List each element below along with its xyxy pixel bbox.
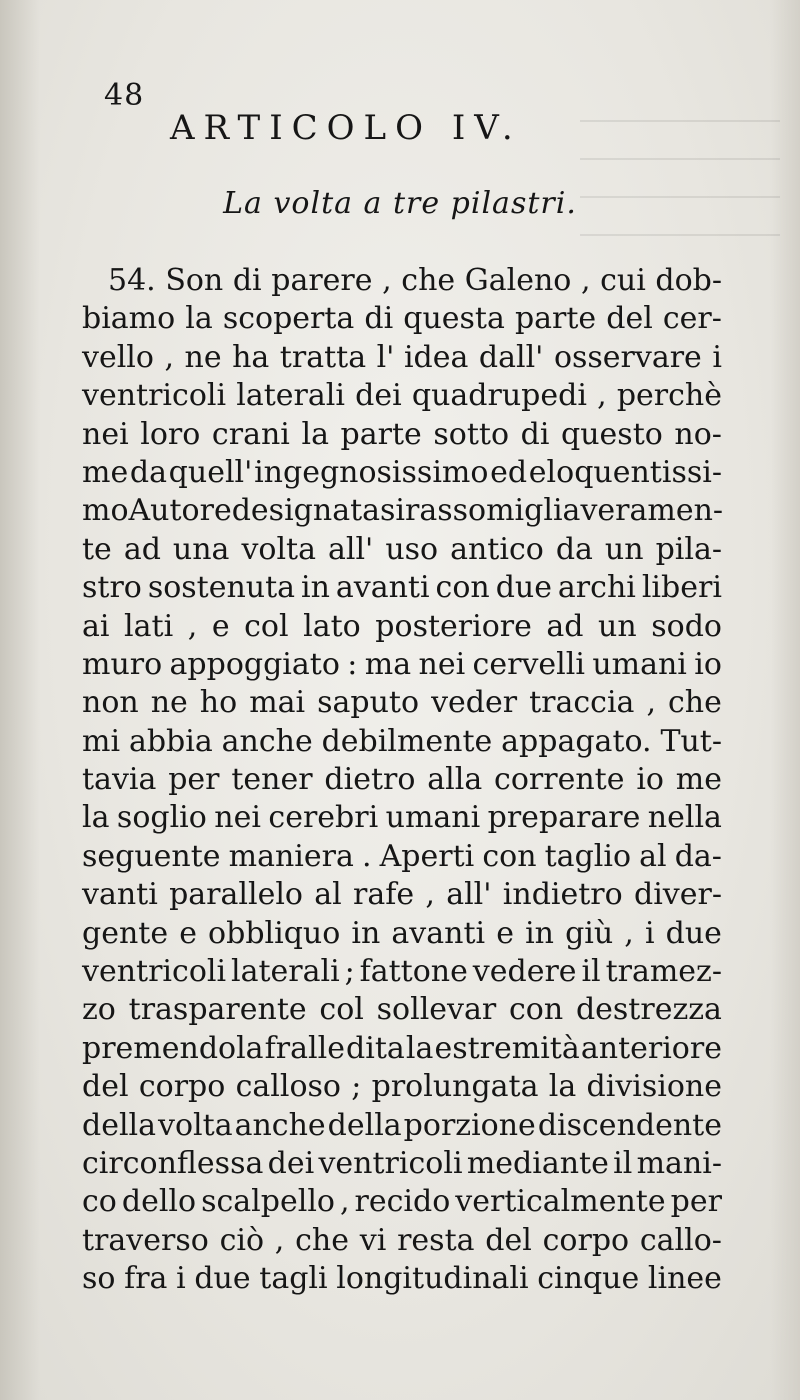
word: che bbox=[401, 263, 456, 298]
word: soglio bbox=[116, 800, 207, 836]
word: avanti bbox=[335, 570, 430, 606]
word: calloso bbox=[235, 1069, 341, 1105]
word: nei bbox=[214, 800, 261, 836]
word: la bbox=[185, 301, 213, 337]
word: prolungata bbox=[371, 1069, 539, 1105]
word: del bbox=[606, 301, 653, 337]
text-line bbox=[82, 262, 722, 300]
word: ma bbox=[364, 646, 412, 682]
word: tener bbox=[231, 762, 313, 798]
word: , bbox=[624, 915, 634, 951]
word: due bbox=[194, 1261, 251, 1297]
word: cer- bbox=[662, 301, 722, 337]
word: eloquentissi- bbox=[528, 454, 722, 490]
word: del bbox=[82, 1069, 129, 1105]
word: il bbox=[581, 954, 601, 990]
word: liberi bbox=[641, 570, 722, 606]
word: scoperta bbox=[222, 301, 355, 337]
word: i bbox=[712, 339, 722, 375]
word: dita bbox=[346, 1030, 405, 1066]
section-subtitle: La volta a tre pilastri. bbox=[223, 186, 577, 221]
word: che bbox=[668, 685, 722, 721]
word: e bbox=[496, 915, 514, 951]
word: mani- bbox=[636, 1145, 722, 1181]
word: la bbox=[405, 1030, 434, 1066]
word: ad bbox=[546, 608, 584, 644]
word: ventricoli bbox=[318, 1145, 463, 1181]
word: divisione bbox=[586, 1069, 722, 1105]
word: da- bbox=[674, 838, 722, 874]
word: la bbox=[301, 416, 329, 452]
word: Son bbox=[165, 263, 224, 298]
word: con bbox=[508, 992, 564, 1028]
word: dei bbox=[267, 1145, 315, 1181]
word: in bbox=[525, 915, 554, 951]
word: lato bbox=[303, 608, 361, 644]
word: tagli bbox=[259, 1261, 328, 1297]
word: ho bbox=[199, 685, 238, 721]
word: due bbox=[495, 570, 552, 606]
word: parte bbox=[514, 301, 597, 337]
word: lati bbox=[124, 608, 174, 644]
word: me bbox=[82, 454, 129, 490]
word: del bbox=[485, 1222, 532, 1258]
word: al bbox=[639, 838, 667, 874]
word: indietro bbox=[502, 877, 623, 913]
word: parallelo bbox=[169, 877, 303, 913]
text-line bbox=[82, 531, 722, 569]
word: no- bbox=[674, 416, 722, 452]
word: sostenuta bbox=[147, 570, 296, 606]
word: alla bbox=[427, 762, 483, 798]
word: mediante bbox=[466, 1145, 609, 1181]
word: traverso bbox=[82, 1222, 209, 1258]
word: e bbox=[179, 915, 197, 951]
word: appoggiato bbox=[169, 646, 340, 682]
body-text bbox=[82, 262, 722, 1299]
word: io bbox=[636, 762, 664, 798]
word: mi bbox=[82, 723, 121, 759]
word: in bbox=[301, 570, 330, 606]
text-line bbox=[82, 876, 722, 914]
word: crani bbox=[211, 416, 290, 452]
word: , bbox=[382, 263, 392, 298]
word: tramez- bbox=[605, 954, 722, 990]
word: della bbox=[82, 1107, 157, 1143]
word: un bbox=[604, 531, 644, 567]
word: osservare bbox=[553, 339, 702, 375]
word: quell' bbox=[168, 454, 253, 490]
text-line bbox=[82, 1145, 722, 1183]
word: ingegnosissimo bbox=[254, 454, 489, 490]
text-line bbox=[82, 569, 722, 607]
word: non bbox=[82, 685, 139, 721]
word: si bbox=[380, 493, 406, 529]
word: stro bbox=[82, 570, 142, 606]
word: maniera bbox=[228, 838, 354, 874]
word: col bbox=[244, 608, 289, 644]
word: mo bbox=[82, 493, 129, 529]
word: quadrupedi bbox=[411, 378, 587, 414]
word: fralle bbox=[264, 1030, 345, 1066]
word: veder bbox=[431, 685, 518, 721]
word: da bbox=[555, 531, 593, 567]
word: , bbox=[339, 1184, 350, 1220]
page-header bbox=[100, 78, 720, 148]
word: avanti bbox=[391, 915, 486, 951]
word: vanti bbox=[82, 877, 158, 913]
word: destrezza bbox=[575, 992, 722, 1028]
word: biamo bbox=[82, 301, 176, 337]
word: una bbox=[172, 531, 230, 567]
word: linee bbox=[647, 1261, 722, 1297]
word: discendente bbox=[537, 1107, 722, 1143]
word: dob- bbox=[655, 263, 722, 298]
word: cerebri bbox=[268, 800, 379, 836]
word: rafe bbox=[353, 877, 415, 913]
text-line bbox=[82, 953, 722, 991]
word: sotto bbox=[433, 416, 510, 452]
word: verticalmente bbox=[455, 1184, 666, 1220]
text-line bbox=[82, 761, 722, 799]
word: io bbox=[694, 646, 722, 682]
word: mai bbox=[249, 685, 306, 721]
word: fattone bbox=[359, 954, 468, 990]
text-line bbox=[82, 723, 722, 761]
word: , bbox=[164, 339, 174, 375]
word: parere bbox=[271, 263, 373, 298]
word: della bbox=[327, 1107, 402, 1143]
word: obbliquo bbox=[208, 915, 341, 951]
word: anche bbox=[234, 1107, 326, 1143]
word: scalpello bbox=[201, 1184, 335, 1220]
word: sodo bbox=[651, 608, 722, 644]
word: circonflessa bbox=[82, 1145, 264, 1181]
text-line bbox=[82, 1107, 722, 1145]
word: trasparente bbox=[128, 992, 307, 1028]
word: anteriore bbox=[580, 1030, 722, 1066]
word: ne bbox=[150, 685, 188, 721]
text-line bbox=[82, 1068, 722, 1106]
word: anche bbox=[221, 723, 313, 759]
word: ventricoli bbox=[82, 954, 227, 990]
word: debilmente bbox=[321, 723, 493, 759]
word: , bbox=[425, 877, 435, 913]
text-line bbox=[82, 300, 722, 338]
word: nei bbox=[82, 416, 129, 452]
text-line bbox=[82, 646, 722, 684]
word: ad bbox=[123, 531, 161, 567]
word: Aperti bbox=[379, 838, 475, 874]
word: per bbox=[670, 1184, 722, 1220]
word: con bbox=[435, 570, 490, 606]
word: ai bbox=[82, 608, 110, 644]
word: e bbox=[211, 608, 230, 644]
word: il bbox=[613, 1145, 633, 1181]
word: cui bbox=[600, 263, 646, 298]
word: corrente bbox=[494, 762, 625, 798]
word: saputo bbox=[317, 685, 420, 721]
word: la bbox=[548, 1069, 577, 1105]
word: loro bbox=[140, 416, 201, 452]
word: parte bbox=[340, 416, 422, 452]
text-line bbox=[82, 838, 722, 876]
word: ciò bbox=[219, 1222, 265, 1258]
word: appagato. bbox=[501, 723, 652, 759]
word: Galeno bbox=[464, 263, 572, 298]
word: di bbox=[520, 416, 550, 452]
word: estremità bbox=[434, 1030, 580, 1066]
word: rassomiglia bbox=[405, 493, 581, 529]
word: premendola bbox=[82, 1030, 264, 1066]
word: uso bbox=[385, 531, 439, 567]
word: sollevar bbox=[376, 992, 497, 1028]
word: : bbox=[347, 646, 358, 682]
word: posteriore bbox=[375, 608, 532, 644]
text-line bbox=[82, 377, 722, 415]
word: di bbox=[232, 263, 262, 298]
text-line bbox=[82, 454, 722, 492]
word: recido bbox=[354, 1184, 451, 1220]
word: nella bbox=[647, 800, 722, 836]
word: seguente bbox=[82, 838, 221, 874]
word: umani bbox=[592, 646, 687, 682]
text-line bbox=[82, 492, 722, 530]
word: callo- bbox=[639, 1222, 722, 1258]
word: ne bbox=[184, 339, 222, 375]
word: corpo bbox=[138, 1069, 226, 1105]
word: laterali bbox=[236, 378, 345, 414]
word: dall' bbox=[478, 339, 544, 375]
word: ha bbox=[232, 339, 270, 375]
word: diver- bbox=[633, 877, 722, 913]
text-line bbox=[82, 991, 722, 1029]
word: zo bbox=[82, 992, 116, 1028]
word: gente bbox=[82, 915, 169, 951]
text-line bbox=[82, 1183, 722, 1221]
word: veramen- bbox=[580, 493, 724, 529]
word: , bbox=[580, 263, 591, 298]
word: me bbox=[675, 762, 722, 798]
word: , bbox=[187, 608, 198, 644]
word: taglio bbox=[544, 838, 632, 874]
word: archi bbox=[557, 570, 636, 606]
word: traccia bbox=[529, 685, 635, 721]
word: Tut- bbox=[660, 723, 722, 759]
word: di bbox=[364, 301, 394, 337]
word: fra bbox=[124, 1261, 168, 1297]
word: all' bbox=[446, 877, 492, 913]
word: co bbox=[82, 1184, 117, 1220]
word: in bbox=[351, 915, 381, 951]
word: te bbox=[82, 531, 112, 567]
word: volta bbox=[241, 531, 316, 567]
word: ed bbox=[490, 454, 528, 490]
word: Autore bbox=[128, 493, 232, 529]
word: i bbox=[176, 1261, 186, 1297]
word: giù bbox=[565, 915, 614, 951]
word: porzione bbox=[403, 1107, 536, 1143]
word: . bbox=[361, 838, 372, 874]
word: corpo bbox=[542, 1222, 630, 1258]
word: preparare bbox=[487, 800, 641, 836]
word: dei bbox=[355, 378, 402, 414]
word: , bbox=[646, 685, 656, 721]
text-line bbox=[82, 915, 722, 953]
word: longitudinali bbox=[336, 1261, 529, 1297]
word: abbia bbox=[128, 723, 213, 759]
text-line bbox=[82, 1030, 722, 1068]
word: pila- bbox=[655, 531, 722, 567]
word: un bbox=[598, 608, 637, 644]
word: laterali bbox=[230, 954, 340, 990]
word: con bbox=[482, 838, 537, 874]
word: al bbox=[314, 877, 342, 913]
word: cervelli bbox=[472, 646, 585, 682]
chapter-title: ARTICOLO IV. bbox=[170, 108, 522, 148]
word: , bbox=[597, 378, 607, 414]
text-line bbox=[82, 339, 722, 377]
word: l' idea bbox=[376, 339, 469, 375]
word: antico bbox=[450, 531, 544, 567]
word: cinque bbox=[537, 1261, 640, 1297]
page-number: 48 bbox=[104, 78, 145, 113]
word: vello bbox=[82, 339, 154, 375]
word: ; bbox=[344, 954, 355, 990]
word: per bbox=[168, 762, 220, 798]
word: volta bbox=[158, 1107, 233, 1143]
word: designata bbox=[231, 493, 381, 529]
word: tratta bbox=[279, 339, 367, 375]
word: so bbox=[82, 1261, 116, 1297]
word: che bbox=[295, 1222, 349, 1258]
word: dietro bbox=[324, 762, 416, 798]
text-line bbox=[82, 608, 722, 646]
word: due bbox=[665, 915, 722, 951]
word: i bbox=[644, 915, 655, 951]
text-line bbox=[82, 684, 722, 722]
word: , bbox=[274, 1222, 285, 1258]
word: vi bbox=[359, 1222, 387, 1258]
word: ventricoli bbox=[82, 378, 227, 414]
word: all' bbox=[327, 531, 374, 567]
word: resta bbox=[397, 1222, 475, 1258]
word: umani bbox=[385, 800, 481, 836]
word: vedere bbox=[472, 954, 577, 990]
word: col bbox=[319, 992, 364, 1028]
word: perchè bbox=[616, 378, 722, 414]
text-line bbox=[82, 1222, 722, 1260]
text-line bbox=[82, 1260, 722, 1298]
word: tavia bbox=[82, 762, 157, 798]
word: la bbox=[82, 800, 110, 836]
word: dello bbox=[121, 1184, 197, 1220]
text-line bbox=[82, 416, 722, 454]
word: da bbox=[129, 454, 167, 490]
word: questo bbox=[561, 416, 663, 452]
text-line bbox=[82, 799, 722, 837]
word: muro bbox=[82, 646, 163, 682]
word: 54. bbox=[108, 263, 156, 298]
word: nei bbox=[418, 646, 466, 682]
word: ; bbox=[351, 1069, 362, 1105]
word: questa bbox=[403, 301, 505, 337]
